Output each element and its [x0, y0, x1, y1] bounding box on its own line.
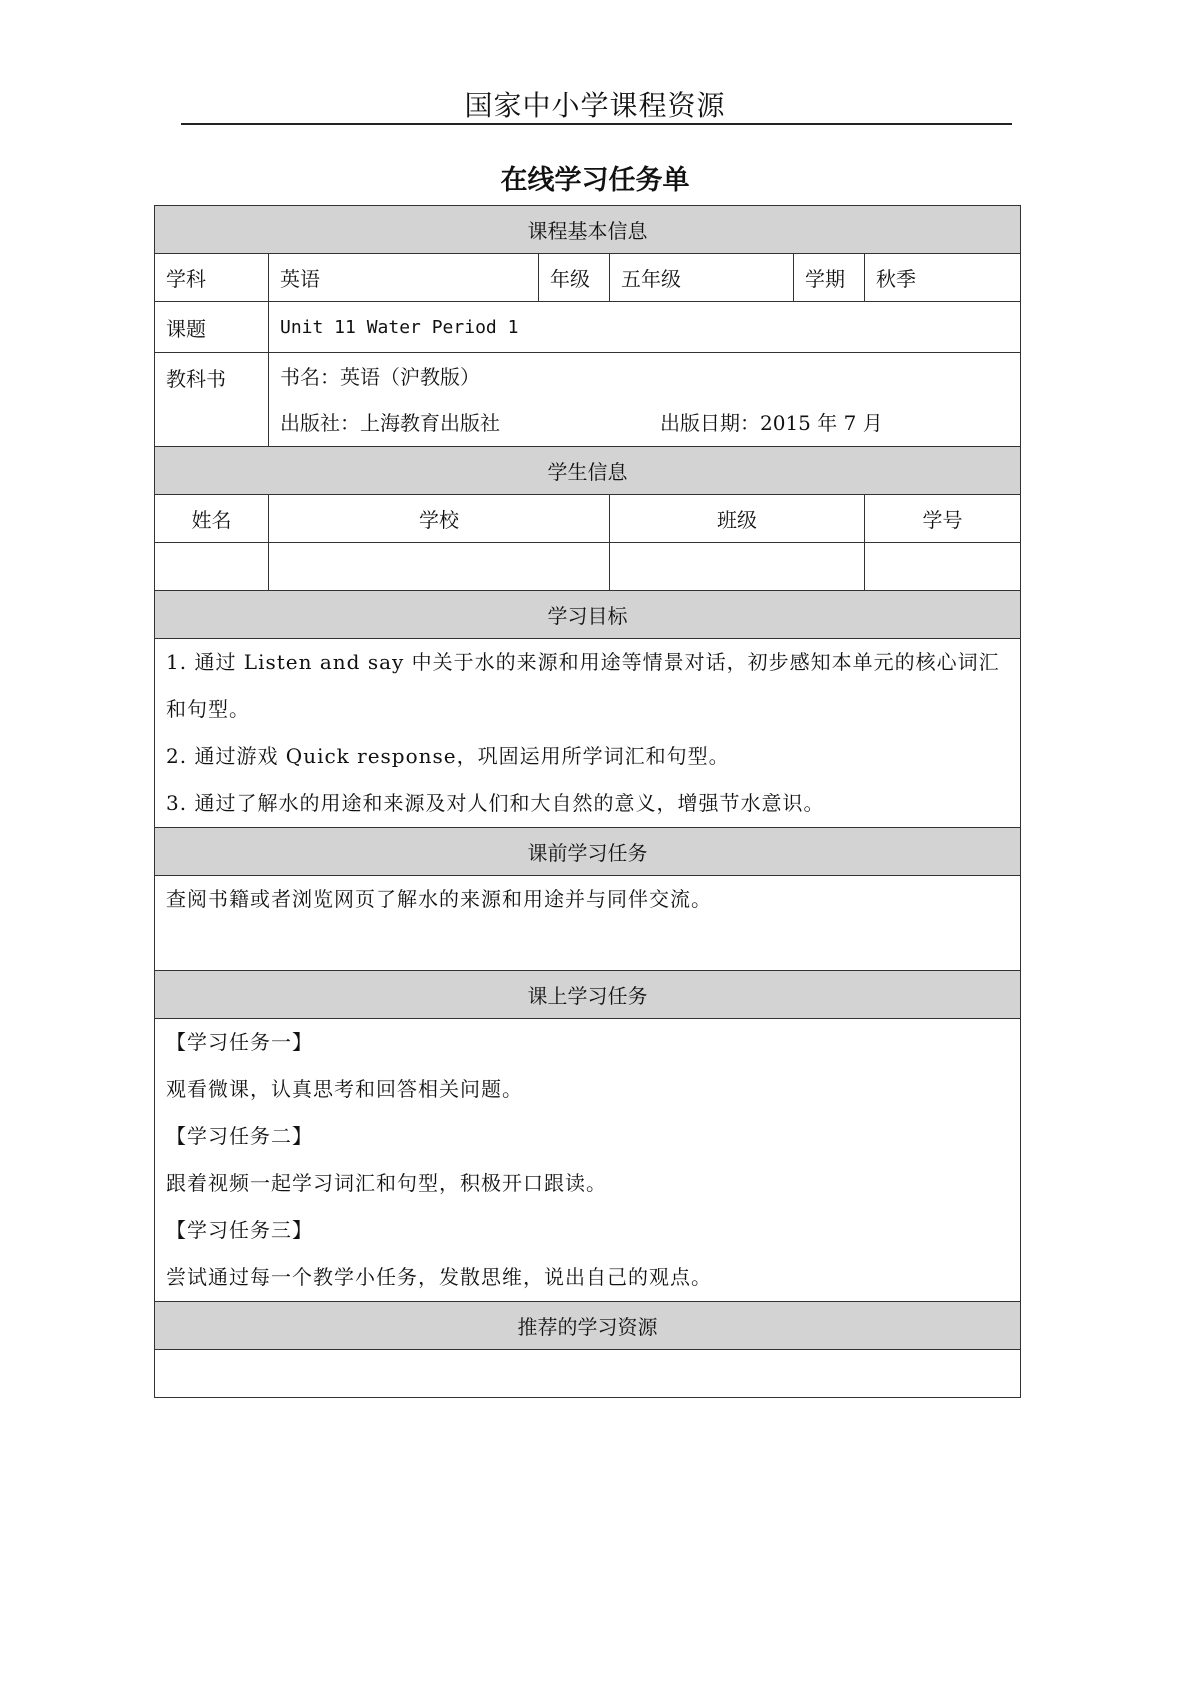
header-rule — [181, 123, 1012, 125]
section-in-class: 课上学习任务 — [155, 971, 1021, 1019]
pre-class-text: 查阅书籍或者浏览网页了解水的来源和用途并与同伴交流。 — [155, 876, 1021, 971]
task-heading: 【学习任务二】 — [166, 1124, 313, 1148]
site-title: 国家中小学课程资源 — [464, 89, 726, 122]
textbook-label: 教科书 — [155, 353, 269, 447]
grade-label: 年级 — [539, 254, 610, 302]
objective-item: 2. 通过游戏 Quick response，巩固运用所学词汇和句型。 — [166, 744, 730, 768]
topic-value: Unit 11 Water Period 1 — [269, 302, 1021, 353]
student-col-class: 班级 — [610, 495, 865, 543]
document-title: 在线学习任务单 — [500, 165, 690, 196]
section-resources: 推荐的学习资源 — [155, 1302, 1021, 1350]
term-label: 学期 — [794, 254, 865, 302]
publish-date: 出版日期：2015 年 7 月 — [660, 410, 883, 435]
student-school-input[interactable] — [269, 543, 610, 591]
task-text: 跟着视频一起学习词汇和句型，积极开口跟读。 — [166, 1171, 607, 1195]
task-sheet-table — [154, 205, 1021, 1398]
objective-item: 3. 通过了解水的用途和来源及对人们和大自然的意义，增强节水意识。 — [166, 791, 825, 815]
in-class-tasks — [155, 1019, 1021, 1302]
task-heading: 【学习任务一】 — [166, 1030, 313, 1054]
term-value: 秋季 — [865, 254, 1021, 302]
section-basic-info: 课程基本信息 — [155, 206, 1021, 254]
book-name: 书名：英语（沪教版） — [280, 364, 480, 389]
publisher: 出版社：上海教育出版社 — [280, 410, 500, 435]
student-id-input[interactable] — [865, 543, 1021, 591]
subject-label: 学科 — [155, 254, 269, 302]
section-objectives: 学习目标 — [155, 591, 1021, 639]
task-heading: 【学习任务三】 — [166, 1218, 313, 1242]
student-class-input[interactable] — [610, 543, 865, 591]
textbook-info — [269, 353, 1021, 447]
student-col-id: 学号 — [865, 495, 1021, 543]
topic-label: 课题 — [155, 302, 269, 353]
student-col-school: 学校 — [269, 495, 610, 543]
student-col-name: 姓名 — [155, 495, 269, 543]
resources-content — [155, 1350, 1021, 1398]
objective-item: 1. 通过 Listen and say 中关于水的来源和用途等情景对话，初步感知本单元的核心词汇和句型。 — [166, 650, 1000, 721]
grade-value: 五年级 — [610, 254, 794, 302]
section-pre-class: 课前学习任务 — [155, 828, 1021, 876]
student-name-input[interactable] — [155, 543, 269, 591]
subject-value: 英语 — [269, 254, 539, 302]
task-text: 观看微课，认真思考和回答相关问题。 — [166, 1077, 523, 1101]
objectives-list — [155, 639, 1021, 828]
section-student-info: 学生信息 — [155, 447, 1021, 495]
task-text: 尝试通过每一个教学小任务，发散思维，说出自己的观点。 — [166, 1265, 712, 1289]
